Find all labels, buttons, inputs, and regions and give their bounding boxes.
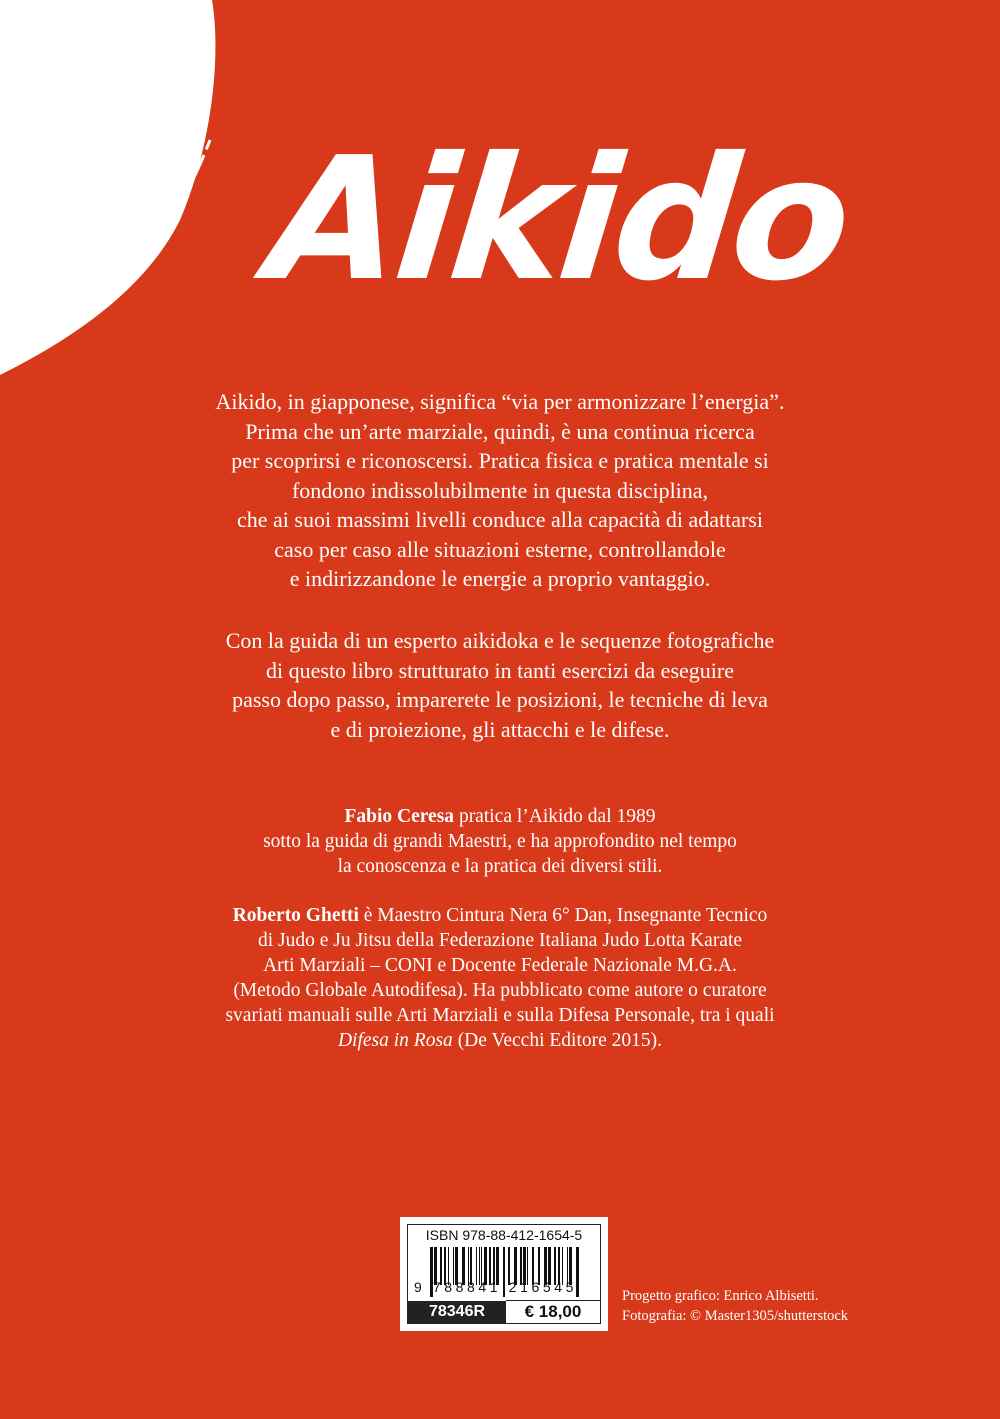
text-line: sotto la guida di grandi Maestri, e ha approfondito nel tempo [263,831,737,852]
book-title: Aikido [259,121,857,319]
text-line: Con la guida di un esperto aikidoka e le sequenze fotografiche [225,628,775,653]
author-name: Fabio Ceresa [344,806,455,827]
text-line: e indirizzandone le energie a proprio vantaggio. [289,566,711,591]
text-line: (De Vecchi Editore 2015). [452,1030,663,1051]
book-reference: Difesa in Rosa [337,1030,453,1051]
text-line: la conoscenza e la pratica dei diversi stili. [337,856,663,877]
text-line: e di proiezione, gli attacchi e le difese. [330,716,670,742]
text-line: di Judo e Ju Jitsu della Federazione Italiana Judo Lotta Karate [257,930,743,951]
text-line: Arti Marziali – CONI e Docente Federale Nazionale M.G.A. [263,955,737,976]
credits [622,1286,848,1326]
text-line: Aikido, in giapponese, significa “via per armonizzare l’energia”. [215,389,785,414]
text-line: per scoprirsi e riconoscersi. Pratica fisica e pratica mentale si [231,448,769,473]
text-line: che ai suoi massimi livelli conduce alla capacità di adattarsi [237,507,763,532]
barcode-digits: 9 788841 216545 [414,1279,577,1295]
product-code: 78346R [408,1301,506,1323]
barcode-label [401,1218,607,1330]
description-paragraph-2 [0,626,1000,744]
text-line: Prima che un’arte marziale, quindi, è una continua ricerca [245,418,755,444]
author-name: Roberto Ghetti [232,905,359,926]
text-line: passo dopo passo, imparerete le posizioni, le tecniche di leva [232,687,768,712]
enso-brush-stroke [0,0,230,390]
text-line: caso per caso alle situazioni esterne, controllandole [274,536,726,562]
price: € 18,00 [506,1300,600,1323]
text-line: svariati manuali sulle Arti Marziali e sulla Difesa Personale, tra i quali [225,1005,775,1026]
design-credit: Progetto grafico: Enrico Albisetti. [622,1288,819,1304]
text-line: (Metodo Globale Autodifesa). Ha pubblicato come autore o curatore [233,980,767,1001]
isbn-text: ISBN 978-88-412-1654-5 [425,1227,583,1243]
text-line: di questo libro strutturato in tanti esercizi da eseguire [266,657,734,683]
author-bio-ceresa [0,804,1000,879]
author-bio-ghetti [0,903,1000,1053]
text-line: fondono indissolubilmente in questa disciplina, [291,477,709,503]
description-paragraph-1 [0,387,1000,594]
text-line: è Maestro Cintura Nera 6° Dan, Insegnante Tecnico [358,905,768,926]
text-line: pratica l’Aikido dal 1989 [454,806,656,827]
photo-credit: Fotografia: © Master1305/shutterstock [622,1308,849,1324]
